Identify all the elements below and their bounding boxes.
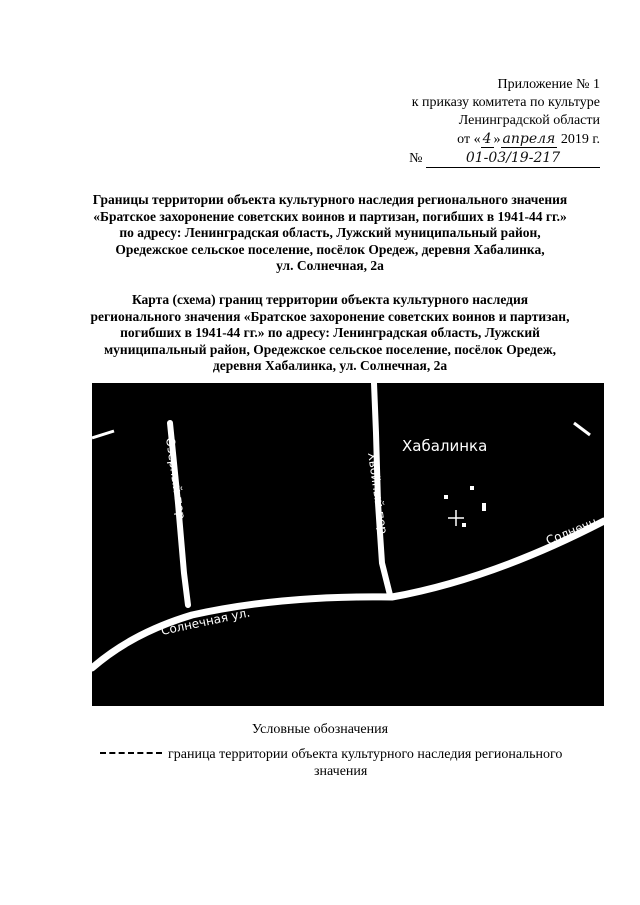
road-fragment-top-left	[92, 431, 114, 438]
label-village: Хабалинка	[402, 437, 488, 455]
map-scheme	[92, 383, 604, 706]
label-ozerny: Озерный пер.	[163, 436, 189, 524]
document-title	[60, 192, 600, 275]
site-marker-3	[482, 503, 486, 511]
map-title-line-1: Карта (схема) границ территории объекта культурного наследия	[131, 292, 529, 307]
label-solnechnaya-left: Солнечная ул.	[159, 605, 252, 638]
title-line-5: ул. Солнечная, 2а	[276, 258, 384, 273]
appendix-date: от « 4 » апреля 2019 г.	[457, 131, 600, 147]
title-line-3: по адресу: Ленинградская область, Лужский муниципальный район,	[119, 225, 541, 240]
site-marker-4	[462, 523, 466, 527]
appendix-line-1: Приложение № 1	[497, 77, 600, 92]
boundary-dash-icon	[100, 752, 162, 754]
legend-item-text-1: граница территории объекта культурного наследия регионального	[168, 747, 563, 762]
label-solnechnaya-right: Солнечн	[543, 514, 599, 548]
order-number: 01-03/19-217	[426, 149, 600, 168]
label-khvoiny: Хвойный пер.	[365, 451, 391, 539]
cross-marker-icon	[448, 510, 464, 526]
title-line-2: «Братское захоронение советских воинов и партизан, погибших в 1941-44 гг.»	[93, 208, 567, 224]
road-solnechnaya	[92, 521, 604, 668]
site-marker-1	[444, 495, 448, 499]
date-day: 4	[482, 131, 492, 147]
map-title-line-2: регионального значения «Братское захоронение советских воинов и партизан,	[90, 308, 570, 324]
legend-title: Условные обозначения	[251, 722, 389, 737]
title-line-1: Границы территории объекта культурного наследия регионального значения	[92, 192, 568, 207]
appendix-number: № 01-03/19-217	[340, 149, 600, 168]
date-month: апреля	[502, 131, 556, 147]
date-year: 2019 г.	[560, 132, 600, 147]
appendix-header	[340, 76, 600, 168]
appendix-line-3: Ленинградской области	[458, 113, 600, 128]
title-line-4: Оредежское сельское поселение, посёлок Оредеж, деревня Хабалинка,	[115, 241, 545, 257]
map-title	[60, 292, 600, 375]
appendix-line-2: к приказу комитета по культуре	[411, 95, 600, 110]
map-title-line-5: деревня Хабалинка, ул. Солнечная, 2а	[212, 358, 448, 373]
road-fragment-top-right	[574, 423, 590, 435]
map-title-line-4: муниципальный район, Оредежское сельское поселение, посёлок Оредеж,	[103, 341, 556, 357]
map-svg	[92, 383, 604, 706]
map-title-line-3: погибших в 1941-44 гг.» по адресу: Ленинградская область, Лужский	[120, 325, 540, 340]
legend-item	[100, 746, 600, 780]
legend-item-text-2: значения	[314, 764, 368, 779]
site-marker-2	[470, 486, 474, 490]
